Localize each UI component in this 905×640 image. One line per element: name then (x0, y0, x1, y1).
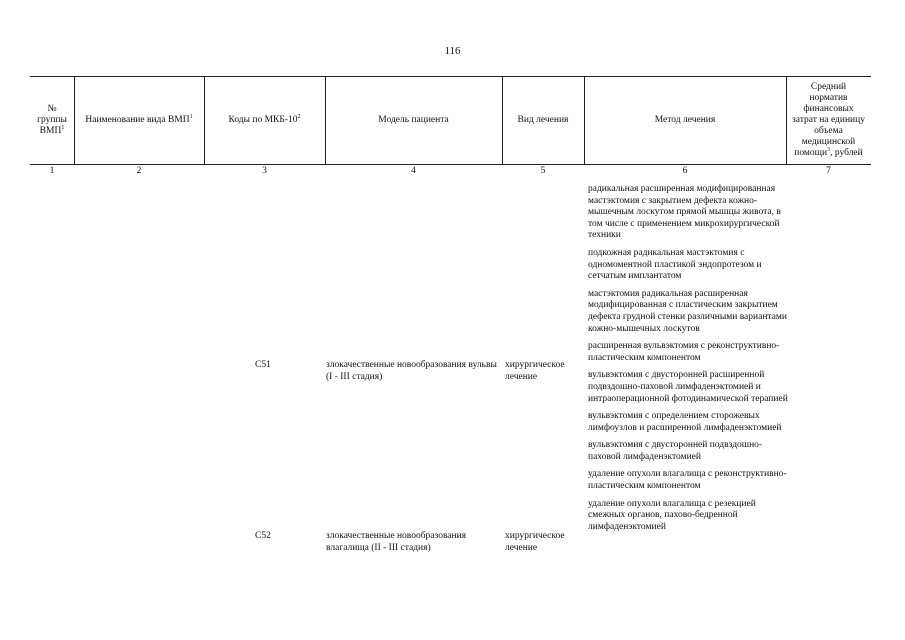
header-text: , рублей (830, 147, 863, 158)
header-text: Коды по МКБ-10 (228, 114, 298, 125)
header-cost-standard (786, 76, 871, 164)
header-text: группы (37, 114, 67, 125)
column-number: 5 (540, 166, 546, 176)
treatment-method-list (588, 184, 788, 539)
header-text: объема (814, 125, 843, 136)
treatment-method-item: вульвэктомия с определением сторожевых лимфоузлов и расширенной лимфаденэктомией (588, 411, 782, 433)
header-text: Средний (810, 81, 847, 92)
treatment-method-item: радикальная расширенная модифицированная мастэктомия с закрытием дефекта кожно-мышечным лоскутом прямой мышцы живота, в том числе с применением микрохирургической техники (588, 184, 781, 241)
header-text: затрат на единицу (792, 114, 865, 125)
header-patient-model (325, 76, 502, 164)
header-text: Вид лечения (517, 114, 569, 125)
header-text: норматив (809, 92, 848, 103)
treatment-method-item: вульвэктомия с двусторонней подвздошно-паховой лимфаденэктомией (588, 440, 763, 462)
header-vmp-name (74, 76, 204, 164)
footnote-mark: 3 (827, 146, 831, 153)
header-text: финансовых (803, 103, 854, 114)
treatment-method-item: вульвэктомия с двусторонней расширенной подвздошно-паховой лимфаденэктомией и интраоперационной фотодинамической терапией (588, 370, 788, 404)
icd-code: C51 (255, 360, 271, 370)
treatment-method-item: подкожная радикальная мастэктомия с одномоментной пластикой эндопротезом и сетчатым имплантатом (588, 247, 762, 282)
header-icd-codes (204, 76, 325, 164)
treatment-method-item: расширенная вульвэктомия с реконструктивно-пластическим компонентом (588, 341, 780, 363)
footnote-mark: 2 (297, 113, 301, 120)
header-treatment-method (584, 76, 786, 164)
treatment-method-item: удаление опухоли влагалища с реконструктивно-пластическим компонентом (588, 469, 787, 492)
icd-code: C52 (255, 531, 271, 541)
header-text: Модель пациента (378, 114, 449, 125)
column-number: 2 (136, 166, 142, 176)
header-text: № (47, 103, 57, 114)
header-text: медицинской (801, 136, 856, 147)
patient-model: злокачественные новообразования влагалища (II - III стадия) (326, 531, 467, 553)
column-number: 3 (262, 166, 267, 176)
header-bottom-border (30, 164, 871, 165)
treatment-type: хирургическое лечение (505, 531, 565, 553)
header-group-number (30, 76, 74, 164)
column-number: 6 (682, 166, 688, 176)
footnote-mark: 1 (61, 124, 65, 131)
header-text: Наименование вида ВМП (85, 114, 190, 125)
header-text: помощи (794, 147, 828, 158)
patient-model: злокачественные новообразования вульвы (I - III стадия) (326, 360, 497, 382)
column-number: 7 (826, 166, 831, 176)
header-text: ВМП (39, 125, 62, 136)
footnote-mark: 1 (189, 113, 193, 120)
page-number: 116 (444, 45, 461, 57)
column-number: 1 (49, 166, 55, 176)
header-text: Метод лечения (654, 114, 716, 125)
vmp-table (30, 76, 871, 636)
header-treatment-type (502, 76, 584, 164)
treatment-method-item: удаление опухоли влагалища с резекцией смежных органов, пахово-бедренной лимфаденэктомией (588, 498, 756, 532)
treatment-method-item: мастэктомия радикальная расширенная модифицированная с пластическим закрытием дефекта грудной стенки различными вариантами кожно-мышечных лоскутов (588, 288, 787, 334)
column-number: 4 (411, 166, 416, 176)
treatment-type: хирургическое лечение (505, 360, 565, 382)
